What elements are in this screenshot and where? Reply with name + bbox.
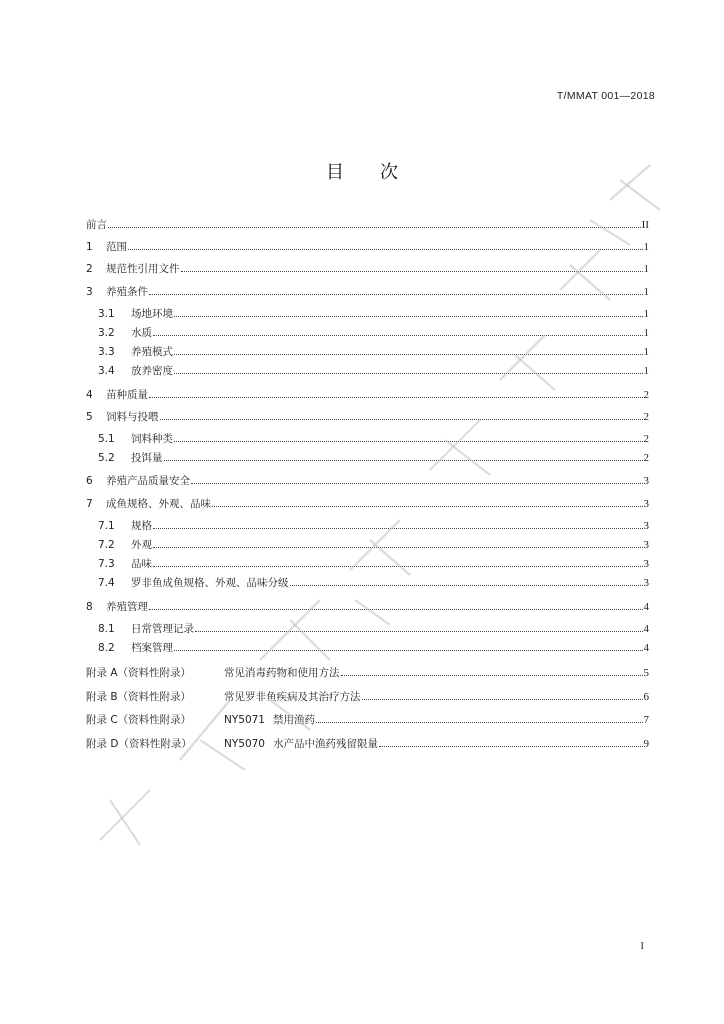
toc-entry-page: 3 xyxy=(643,520,649,532)
toc-entry-title: 投饵量 xyxy=(131,452,163,464)
toc-entry-number: 8 xyxy=(86,601,93,613)
toc-entry-number: 3.2 xyxy=(98,327,115,339)
toc-entry[interactable] xyxy=(86,386,649,402)
toc-entry[interactable] xyxy=(86,620,649,636)
toc-leader-dots xyxy=(128,248,643,250)
toc-leader-dots xyxy=(362,698,643,700)
toc-leader-dots xyxy=(191,482,643,484)
toc-entry-title: 罗非鱼成鱼规格、外观、品味分级 xyxy=(131,577,289,589)
appendix-label: 附录 D（资料性附录） xyxy=(86,738,192,750)
toc-entry[interactable] xyxy=(86,536,649,552)
toc-entry-page: 3 xyxy=(643,539,649,551)
toc-entry-page: 1 xyxy=(643,346,649,358)
toc-entry[interactable] xyxy=(86,555,649,571)
toc-entry-page: 3 xyxy=(643,475,649,487)
appendix-page: 5 xyxy=(643,667,649,679)
toc-leader-dots xyxy=(149,608,643,610)
toc-entry-title: 饲料种类 xyxy=(131,433,173,445)
toc-entry-number: 7.4 xyxy=(98,577,115,589)
toc-leader-dots xyxy=(149,293,643,295)
toc-leader-dots xyxy=(341,674,643,676)
appendix-title: 水产品中渔药残留限量 xyxy=(273,738,378,750)
appendix-standard-code: NY5071 xyxy=(224,714,265,726)
watermark-stroke xyxy=(100,790,150,840)
appendix-label: 附录 B（资料性附录） xyxy=(86,691,192,703)
toc-entry-title: 外观 xyxy=(131,539,152,551)
toc-entry-number: 8.2 xyxy=(98,642,115,654)
toc-entry[interactable] xyxy=(86,598,649,614)
toc-entry-number: 3.4 xyxy=(98,365,115,377)
toc-entry-number: 6 xyxy=(86,475,93,487)
toc-leader-dots xyxy=(212,505,643,507)
toc-title-char-2: 次 xyxy=(380,162,398,183)
toc-entry-number: 1 xyxy=(86,241,93,253)
toc-entry[interactable] xyxy=(86,324,649,340)
toc-entry-title: 养殖产品质量安全 xyxy=(106,475,190,487)
toc-entry-number: 7.2 xyxy=(98,539,115,551)
toc-entry[interactable] xyxy=(86,495,649,511)
toc-entry-title: 档案管理 xyxy=(131,642,173,654)
watermark-stroke xyxy=(180,700,230,760)
appendix-page: 9 xyxy=(643,738,649,750)
toc-leader-dots xyxy=(153,546,643,548)
toc-leader-dots xyxy=(108,226,641,228)
footer-page-number: I xyxy=(640,940,644,952)
toc-entry-number: 2 xyxy=(86,263,93,275)
toc-entry-title: 规范性引用文件 xyxy=(106,263,180,275)
toc-entry-number: 3.1 xyxy=(98,308,115,320)
toc-appendix-entry[interactable] xyxy=(86,735,649,751)
toc-entry-number: 3.3 xyxy=(98,346,115,358)
toc-entry-page: 1 xyxy=(643,327,649,339)
toc-title-char-1: 目 xyxy=(326,162,344,183)
toc-entry-page: 2 xyxy=(643,452,649,464)
toc-entry-title: 养殖管理 xyxy=(106,601,148,613)
toc-entry-page: 4 xyxy=(643,642,649,654)
toc-leader-dots xyxy=(153,527,643,529)
toc-entry[interactable] xyxy=(86,449,649,465)
appendix-page: 6 xyxy=(643,691,649,703)
toc-leader-dots xyxy=(174,372,643,374)
toc-entry[interactable] xyxy=(86,574,649,590)
toc-entry-page: 3 xyxy=(643,558,649,570)
toc-entry-number: 5 xyxy=(86,411,93,423)
toc-entry-title: 前言 xyxy=(86,219,107,231)
toc-leader-dots xyxy=(164,459,643,461)
toc-entry-number: 7.3 xyxy=(98,558,115,570)
toc-entry-number: 7 xyxy=(86,498,93,510)
toc-entry-title: 水质 xyxy=(131,327,152,339)
toc-entry-number: 3 xyxy=(86,286,93,298)
toc-leader-dots xyxy=(174,315,643,317)
toc-leader-dots xyxy=(195,630,643,632)
toc-leader-dots xyxy=(174,440,643,442)
toc-entry-number: 8.1 xyxy=(98,623,115,635)
toc-leader-dots xyxy=(316,721,643,723)
toc-leader-dots xyxy=(160,418,643,420)
toc-entry[interactable] xyxy=(86,517,649,533)
toc-entry[interactable] xyxy=(86,305,649,321)
appendix-title: 常见罗非鱼疾病及其治疗方法 xyxy=(224,691,361,703)
toc-entry[interactable] xyxy=(86,216,649,232)
toc-entry[interactable] xyxy=(86,283,649,299)
toc-entry[interactable] xyxy=(86,472,649,488)
toc-entry[interactable] xyxy=(86,408,649,424)
toc-entry-title: 放养密度 xyxy=(131,365,173,377)
appendix-page: 7 xyxy=(643,714,649,726)
toc-entry-page: 2 xyxy=(643,411,649,423)
toc-entry[interactable] xyxy=(86,362,649,378)
toc-entry[interactable] xyxy=(86,343,649,359)
toc-entry-page: 2 xyxy=(643,433,649,445)
toc-leader-dots xyxy=(379,745,643,747)
toc-entry-page: II xyxy=(641,219,649,231)
toc-entry-page: 4 xyxy=(643,601,649,613)
toc-entry-number: 4 xyxy=(86,389,93,401)
toc-leader-dots xyxy=(290,584,643,586)
toc-entry-title: 场地环境 xyxy=(131,308,173,320)
toc-entry-title: 品味 xyxy=(131,558,152,570)
toc-entry-title: 养殖模式 xyxy=(131,346,173,358)
toc-leader-dots xyxy=(153,334,643,336)
appendix-standard-code: NY5070 xyxy=(224,738,265,750)
toc-entry-title: 规格 xyxy=(131,520,152,532)
toc-appendix-entry[interactable] xyxy=(86,688,649,704)
toc-entry-title: 苗种质量 xyxy=(106,389,148,401)
appendix-label: 附录 C（资料性附录） xyxy=(86,714,192,726)
toc-entry-page: 3 xyxy=(643,498,649,510)
toc-entry[interactable] xyxy=(86,260,649,276)
toc-entry-title: 养殖条件 xyxy=(106,286,148,298)
toc-entry-number: 7.1 xyxy=(98,520,115,532)
document-id-header: T/MMAT 001—2018 xyxy=(556,90,655,102)
toc-leader-dots xyxy=(174,649,643,651)
toc-entry[interactable] xyxy=(86,639,649,655)
appendix-label: 附录 A（资料性附录） xyxy=(86,667,192,679)
toc-leader-dots xyxy=(181,270,643,272)
watermark-stroke xyxy=(620,180,660,210)
toc-appendix-entry[interactable] xyxy=(86,711,649,727)
toc-title xyxy=(0,158,724,184)
toc-appendix-entry[interactable] xyxy=(86,664,649,680)
appendix-title: 常见消毒药物和使用方法 xyxy=(224,667,340,679)
toc-entry-page: 1 xyxy=(643,365,649,377)
toc-leader-dots xyxy=(174,353,643,355)
toc-entry-number: 5.2 xyxy=(98,452,115,464)
toc-entry-page: 1 xyxy=(643,286,649,298)
watermark-stroke xyxy=(110,800,140,845)
toc-entry[interactable] xyxy=(86,238,649,254)
toc-entry-title: 日常管理记录 xyxy=(131,623,194,635)
toc-entry-page: 2 xyxy=(643,389,649,401)
toc-entry-title: 成鱼规格、外观、品味 xyxy=(106,498,211,510)
toc-entry[interactable] xyxy=(86,430,649,446)
toc-leader-dots xyxy=(149,396,643,398)
toc-entry-page: 3 xyxy=(643,577,649,589)
toc-entry-title: 范围 xyxy=(106,241,127,253)
toc-entry-title: 饲料与投喂 xyxy=(106,411,159,423)
toc-entry-page: 4 xyxy=(643,623,649,635)
toc-entry-number: 5.1 xyxy=(98,433,115,445)
toc-leader-dots xyxy=(153,565,643,567)
toc-entry-page: 1 xyxy=(643,263,649,275)
appendix-title: 禁用渔药 xyxy=(273,714,315,726)
toc-entry-page: 1 xyxy=(643,308,649,320)
toc-entry-page: 1 xyxy=(643,241,649,253)
